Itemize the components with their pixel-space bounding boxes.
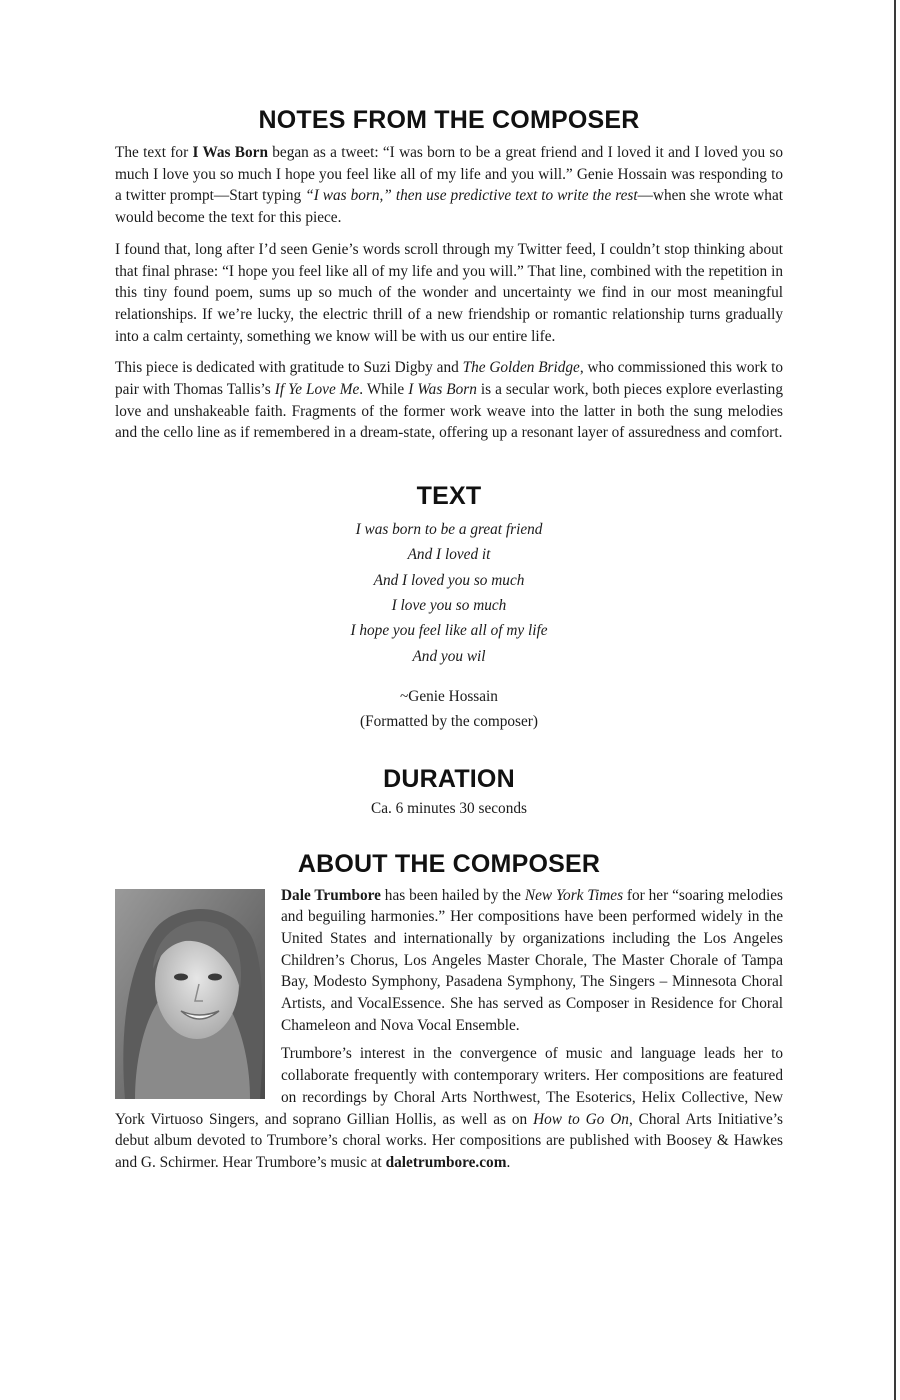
website-link: daletrumbore.com [385, 1153, 507, 1171]
duration-value: Ca. 6 minutes 30 seconds [371, 799, 527, 817]
work-title: I Was Born [192, 144, 268, 161]
poem-line: I was born to be a great friend [355, 521, 543, 539]
poem [115, 517, 783, 669]
text-section [115, 482, 783, 734]
notes-paragraph-3: This piece is dedicated with gratitude to Suzi Digby and The Golden Bridge, who commissioned this work to pair with Thomas Tallis’s If Ye Love Me. While I Was Born is a secular work, both pieces explore everlasting love and unshakeable faith. Fragments of the former work weave into the latter in both the sung melodies and the cello line as if remembered in a dream-state, offering up a resonant layer of assuredness and comfort. [115, 359, 783, 442]
text-heading: TEXT [416, 482, 482, 511]
page-edge-line [894, 0, 896, 1400]
notes-paragraph-1: The text for I Was Born began as a tweet: “I was born to be a great friend and I loved it and I loved you so much I love you so much I hope you feel like all of my life and you will.” Genie Hossain was responding to a twitter prompt—Start typing “I was born,” then use predictive text to write the rest—when she wrote what would become the text for this piece. [115, 144, 783, 227]
about-paragraph-1: Dale Trumbore has been hailed by the New York Times for her “soaring melodies and beguiling harmonies.” Her compositions have been performed widely in the United States and internationally by organizations including the Los Angeles Children’s Chorus, Los Angeles Master Chorale, The Master Chorale of Tampa Bay, Modesto Symphony, Pasadena Symphony, The Singers – Minnesota Choral Artists, and VocalEssence. She has served as Composer in Residence for Choral Chameleon and Nova Vocal Ensemble. [281, 886, 784, 1034]
duration-section [115, 765, 783, 820]
poem-line: And I loved you so much [373, 571, 525, 589]
composer-portrait-photo [115, 889, 265, 1099]
duration-heading: DURATION [383, 764, 515, 793]
portrait-image [115, 889, 265, 1099]
format-note: (Formatted by the composer) [360, 713, 538, 731]
poem-line: And you wil [412, 647, 486, 665]
poem-line: And I loved it [407, 546, 491, 564]
poem-line: I hope you feel like all of my life [350, 622, 548, 640]
composer-name: Dale Trumbore [281, 886, 381, 904]
document-page [115, 106, 783, 1174]
about-section [115, 850, 783, 1174]
notes-heading: NOTES FROM THE COMPOSER [258, 106, 640, 134]
notes-paragraph-2: I found that, long after I’d seen Genie’s words scroll through my Twitter feed, I couldn’t stop thinking about that final phrase: “I hope you feel like all of my life and you will.” That line, combined with the repetition in this tiny found poem, sums up so much of the wonder and uncertainty we find in our most meaningful relationships. If we’re lucky, the electric thrill of a new friendship or romantic relationship turns gradually into a calm certainty, something we know will be with us our entire life. [115, 240, 783, 345]
poem-line: I love you so much [391, 597, 507, 615]
poem-author: ~Genie Hossain [400, 687, 498, 705]
about-heading: ABOUT THE COMPOSER [297, 849, 601, 878]
notes-section [115, 106, 783, 444]
about-paragraph-2: Trumbore’s interest in the convergence of music and language leads her to collaborate frequently with contemporary writers. Her compositions are featured on recordings by Choral Arts Northwest, The Esoterics, Helix Collective, New York Virtuoso Singers, and soprano Gillian Hollis, as well as on How to Go On, Choral Arts Initiative’s debut album devoted to Trumbore’s choral works. Her compositions are published with Boosey & Hawkes and G. Schirmer. Hear Trumbore’s music at daletrumbore.com. [115, 1045, 783, 1171]
